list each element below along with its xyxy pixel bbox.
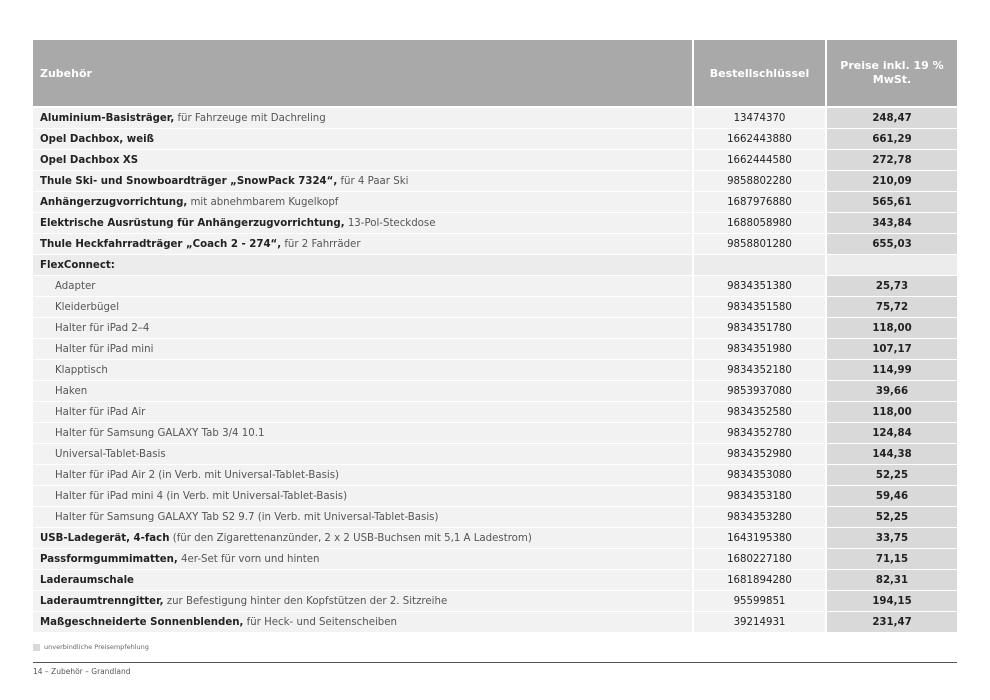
product-name: USB-Ladegerät, 4-fach <box>40 532 170 544</box>
order-key-cell: 9834351580 <box>694 297 825 317</box>
table-row <box>33 611 957 632</box>
price-cell: 107,17 <box>827 339 957 359</box>
price-cell: 272,78 <box>827 150 957 170</box>
product-cell <box>33 360 692 380</box>
product-sub-name: Halter für Samsung GALAXY Tab S2 9.7 (in Verb. mit Universal-Tablet-Basis) <box>55 511 439 523</box>
product-name: Anhängerzugvorrichtung, <box>40 196 188 208</box>
table-row <box>33 233 957 254</box>
product-name: Maßgeschneiderte Sonnenblenden, <box>40 616 244 628</box>
order-key-cell: 1643195380 <box>694 528 825 548</box>
order-key-cell: 9834353280 <box>694 507 825 527</box>
product-detail: für 4 Paar Ski <box>337 175 409 187</box>
table-row <box>33 338 957 359</box>
product-sub-name: Klapptisch <box>55 364 108 376</box>
product-cell <box>33 486 692 506</box>
order-key-cell: 9834351980 <box>694 339 825 359</box>
table-row <box>33 254 957 275</box>
product-sub-name: Kleiderbügel <box>55 301 120 313</box>
product-cell <box>33 549 692 569</box>
page-footer: 14 – Zubehör – Grandland <box>33 667 131 676</box>
footer-divider <box>33 662 957 663</box>
price-cell: 231,47 <box>827 612 957 632</box>
order-key-cell <box>694 255 825 275</box>
price-cell: 655,03 <box>827 234 957 254</box>
product-cell <box>33 192 692 212</box>
header-order-key: Bestellschlüssel <box>694 40 825 106</box>
order-key-cell: 95599851 <box>694 591 825 611</box>
product-detail: 4er-Set für vorn und hinten <box>177 553 320 565</box>
order-key-cell: 9858802280 <box>694 171 825 191</box>
product-cell <box>33 171 692 191</box>
product-detail: für 2 Fahrräder <box>281 238 361 250</box>
table-row <box>33 443 957 464</box>
price-cell: 118,00 <box>827 318 957 338</box>
table-row <box>33 191 957 212</box>
product-sub-name: Halter für iPad Air <box>55 406 146 418</box>
table-row <box>33 527 957 548</box>
order-key-cell: 1688058980 <box>694 213 825 233</box>
table-row <box>33 212 957 233</box>
table-row <box>33 569 957 590</box>
product-name: Laderaumschale <box>40 574 134 586</box>
order-key-cell: 9858801280 <box>694 234 825 254</box>
order-key-cell: 39214931 <box>694 612 825 632</box>
order-key-cell: 1662444580 <box>694 150 825 170</box>
product-cell <box>33 381 692 401</box>
product-cell <box>33 255 692 275</box>
product-sub-name: Halter für Samsung GALAXY Tab 3/4 10.1 <box>55 427 265 439</box>
price-cell: 144,38 <box>827 444 957 464</box>
product-name: Elektrische Ausrüstung für Anhängerzugvorrichtung, <box>40 217 345 229</box>
table-row <box>33 485 957 506</box>
product-cell <box>33 591 692 611</box>
product-name: Thule Heckfahrradträger „Coach 2 - 274“, <box>40 238 282 250</box>
product-cell <box>33 402 692 422</box>
product-cell <box>33 528 692 548</box>
product-cell <box>33 570 692 590</box>
order-key-cell: 13474370 <box>694 108 825 128</box>
product-sub-name: Universal-Tablet-Basis <box>55 448 166 460</box>
product-sub-name: Halter für iPad mini 4 (in Verb. mit Universal-Tablet-Basis) <box>55 490 348 502</box>
product-detail: für Fahrzeuge mit Dachreling <box>174 112 326 124</box>
footnote-text: unverbindliche Preisempfehlung <box>44 643 149 651</box>
table-row <box>33 275 957 296</box>
table-row <box>33 128 957 149</box>
product-sub-name: Haken <box>55 385 88 397</box>
product-cell <box>33 444 692 464</box>
table-row <box>33 317 957 338</box>
product-detail: zur Befestigung hinter den Kopfstützen der 2. Sitzreihe <box>163 595 448 607</box>
table-header <box>33 40 957 106</box>
table-body <box>33 107 957 632</box>
price-cell: 248,47 <box>827 108 957 128</box>
product-name: Passformgummimatten, <box>40 553 178 565</box>
product-name: Opel Dachbox, weiß <box>40 133 154 145</box>
product-name: FlexConnect: <box>40 259 115 271</box>
product-cell <box>33 276 692 296</box>
table-row <box>33 506 957 527</box>
header-product: Zubehör <box>33 40 692 106</box>
product-cell <box>33 465 692 485</box>
order-key-cell: 9853937080 <box>694 381 825 401</box>
product-name: Opel Dachbox XS <box>40 154 139 166</box>
order-key-cell: 9834353080 <box>694 465 825 485</box>
order-key-cell: 9834351380 <box>694 276 825 296</box>
order-key-cell: 9834352180 <box>694 360 825 380</box>
price-cell: 59,46 <box>827 486 957 506</box>
price-cell: 25,73 <box>827 276 957 296</box>
product-cell <box>33 612 692 632</box>
table-row <box>33 464 957 485</box>
table-row <box>33 380 957 401</box>
order-key-cell: 9834351780 <box>694 318 825 338</box>
product-detail: (für den Zigarettenanzünder, 2 x 2 USB-Buchsen mit 5,1 A Ladestrom) <box>169 532 532 544</box>
price-cell: 71,15 <box>827 549 957 569</box>
product-sub-name: Halter für iPad mini <box>55 343 154 355</box>
price-cell <box>827 255 957 275</box>
accessory-price-table <box>33 40 957 632</box>
price-cell: 124,84 <box>827 423 957 443</box>
price-cell: 52,25 <box>827 465 957 485</box>
price-cell: 343,84 <box>827 213 957 233</box>
price-cell: 33,75 <box>827 528 957 548</box>
order-key-cell: 1662443880 <box>694 129 825 149</box>
price-cell: 39,66 <box>827 381 957 401</box>
product-detail: für Heck- und Seitenscheiben <box>243 616 397 628</box>
table-row <box>33 401 957 422</box>
product-cell <box>33 213 692 233</box>
order-key-cell: 1687976880 <box>694 192 825 212</box>
product-cell <box>33 318 692 338</box>
order-key-cell: 1681894280 <box>694 570 825 590</box>
table-row <box>33 359 957 380</box>
product-sub-name: Halter für iPad 2–4 <box>55 322 150 334</box>
product-name: Aluminium-Basisträger, <box>40 112 175 124</box>
price-cell: 75,72 <box>827 297 957 317</box>
table-row <box>33 548 957 569</box>
product-cell <box>33 234 692 254</box>
order-key-cell: 9834353180 <box>694 486 825 506</box>
price-cell: 661,29 <box>827 129 957 149</box>
order-key-cell: 9834352580 <box>694 402 825 422</box>
product-cell <box>33 297 692 317</box>
product-sub-name: Adapter <box>55 280 96 292</box>
product-detail: mit abnehmbarem Kugelkopf <box>187 196 339 208</box>
table-row <box>33 422 957 443</box>
order-key-cell: 9834352980 <box>694 444 825 464</box>
price-cell: 118,00 <box>827 402 957 422</box>
price-cell: 194,15 <box>827 591 957 611</box>
table-row <box>33 149 957 170</box>
order-key-cell: 9834352780 <box>694 423 825 443</box>
header-price: Preise inkl. 19 % MwSt. <box>827 40 957 106</box>
product-cell <box>33 339 692 359</box>
table-row <box>33 296 957 317</box>
product-name: Laderaumtrenngitter, <box>40 595 164 607</box>
price-cell: 82,31 <box>827 570 957 590</box>
product-cell <box>33 129 692 149</box>
product-cell <box>33 108 692 128</box>
footnote <box>33 643 149 651</box>
price-cell: 210,09 <box>827 171 957 191</box>
product-cell <box>33 423 692 443</box>
price-legend-swatch <box>33 644 40 651</box>
order-key-cell: 1680227180 <box>694 549 825 569</box>
table-row <box>33 107 957 128</box>
table-row <box>33 170 957 191</box>
price-cell: 565,61 <box>827 192 957 212</box>
table-row <box>33 590 957 611</box>
product-cell <box>33 507 692 527</box>
product-cell <box>33 150 692 170</box>
product-name: Thule Ski- und Snowboardträger „SnowPack 7324“, <box>40 175 338 187</box>
price-cell: 114,99 <box>827 360 957 380</box>
product-sub-name: Halter für iPad Air 2 (in Verb. mit Universal-Tablet-Basis) <box>55 469 340 481</box>
product-detail: 13-Pol-Steckdose <box>344 217 436 229</box>
price-cell: 52,25 <box>827 507 957 527</box>
